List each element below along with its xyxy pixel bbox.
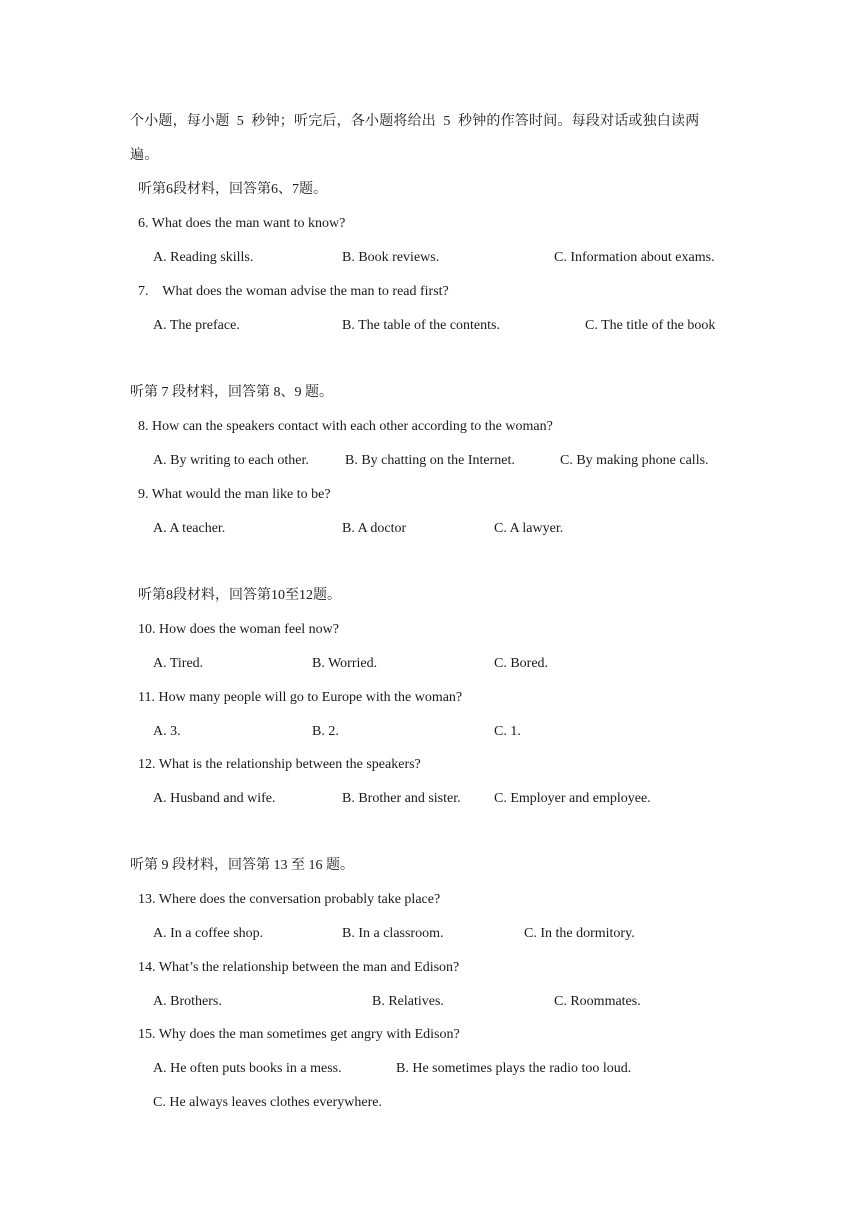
q12-option-a: A. Husband and wife.	[153, 791, 276, 806]
q6-option-b: B. Book reviews.	[342, 250, 440, 265]
question-14: 14. What’s the relationship between the man and Edison?	[138, 960, 460, 975]
question-11: 11. How many people will go to Europe with the woman?	[138, 690, 463, 705]
q9-option-b: B. A doctor	[342, 521, 407, 536]
q10-option-c: C. Bored.	[494, 656, 549, 671]
q6-option-c: C. Information about exams.	[554, 250, 715, 265]
q13-option-a: A. In a coffee shop.	[153, 926, 264, 941]
question-7: 7. What does the woman advise the man to read first?	[138, 284, 449, 299]
q15-option-c: C. He always leaves clothes everywhere.	[153, 1095, 382, 1110]
q12-option-b: B. Brother and sister.	[342, 791, 461, 806]
section-heading: 听第6段材料，回答第6、7题。	[138, 182, 327, 197]
q7-option-b: B. The table of the contents.	[342, 318, 500, 333]
q12-option-c: C. Employer and employee.	[494, 791, 651, 806]
question-13: 13. Where does the conversation probably take place?	[138, 892, 441, 907]
section-heading: 听第 7 段材料，回答第 8、9 题。	[130, 385, 333, 400]
q13-option-c: C. In the dormitory.	[524, 926, 635, 941]
q8-option-a: A. By writing to each other.	[153, 453, 309, 468]
q11-option-c: C. 1.	[494, 724, 521, 739]
q7-option-a: A. The preface.	[153, 318, 240, 333]
question-15: 15. Why does the man sometimes get angry with Edison?	[138, 1027, 460, 1042]
question-8: 8. How can the speakers contact with each other according to the woman?	[138, 419, 553, 434]
q11-option-a: A. 3.	[153, 724, 181, 739]
q9-option-c: C. A lawyer.	[494, 521, 564, 536]
q15-option-a: A. He often puts books in a mess.	[153, 1061, 342, 1076]
q13-option-b: B. In a classroom.	[342, 926, 444, 941]
q14-option-c: C. Roommates.	[554, 994, 641, 1009]
q14-option-a: A. Brothers.	[153, 994, 222, 1009]
q9-option-a: A. A teacher.	[153, 521, 226, 536]
q14-option-b: B. Relatives.	[372, 994, 444, 1009]
q6-option-a: A. Reading skills.	[153, 250, 254, 265]
q10-option-a: A. Tired.	[153, 656, 204, 671]
question-9: 9. What would the man like to be?	[138, 487, 331, 502]
question-10: 10. How does the woman feel now?	[138, 622, 340, 637]
q15-option-b: B. He sometimes plays the radio too loud.	[396, 1061, 632, 1076]
q8-option-c: C. By making phone calls.	[560, 453, 709, 468]
question-12: 12. What is the relationship between the speakers?	[138, 757, 421, 772]
instruction-line-2: 遍。	[130, 148, 159, 163]
q8-option-b: B. By chatting on the Internet.	[345, 453, 515, 468]
question-6: 6. What does the man want to know?	[138, 216, 346, 231]
section-heading: 听第 9 段材料，回答第 13 至 16 题。	[130, 858, 354, 873]
q10-option-b: B. Worried.	[312, 656, 378, 671]
section-heading: 听第8段材料，回答第10至12题。	[138, 588, 341, 603]
instruction-line-1: 个小题，每小题 5 秒钟；听完后，各小题将给出 5 秒钟的作答时间。每段对话或独白读两	[130, 114, 700, 129]
q11-option-b: B. 2.	[312, 724, 339, 739]
q7-option-c: C. The title of the book	[585, 318, 716, 333]
